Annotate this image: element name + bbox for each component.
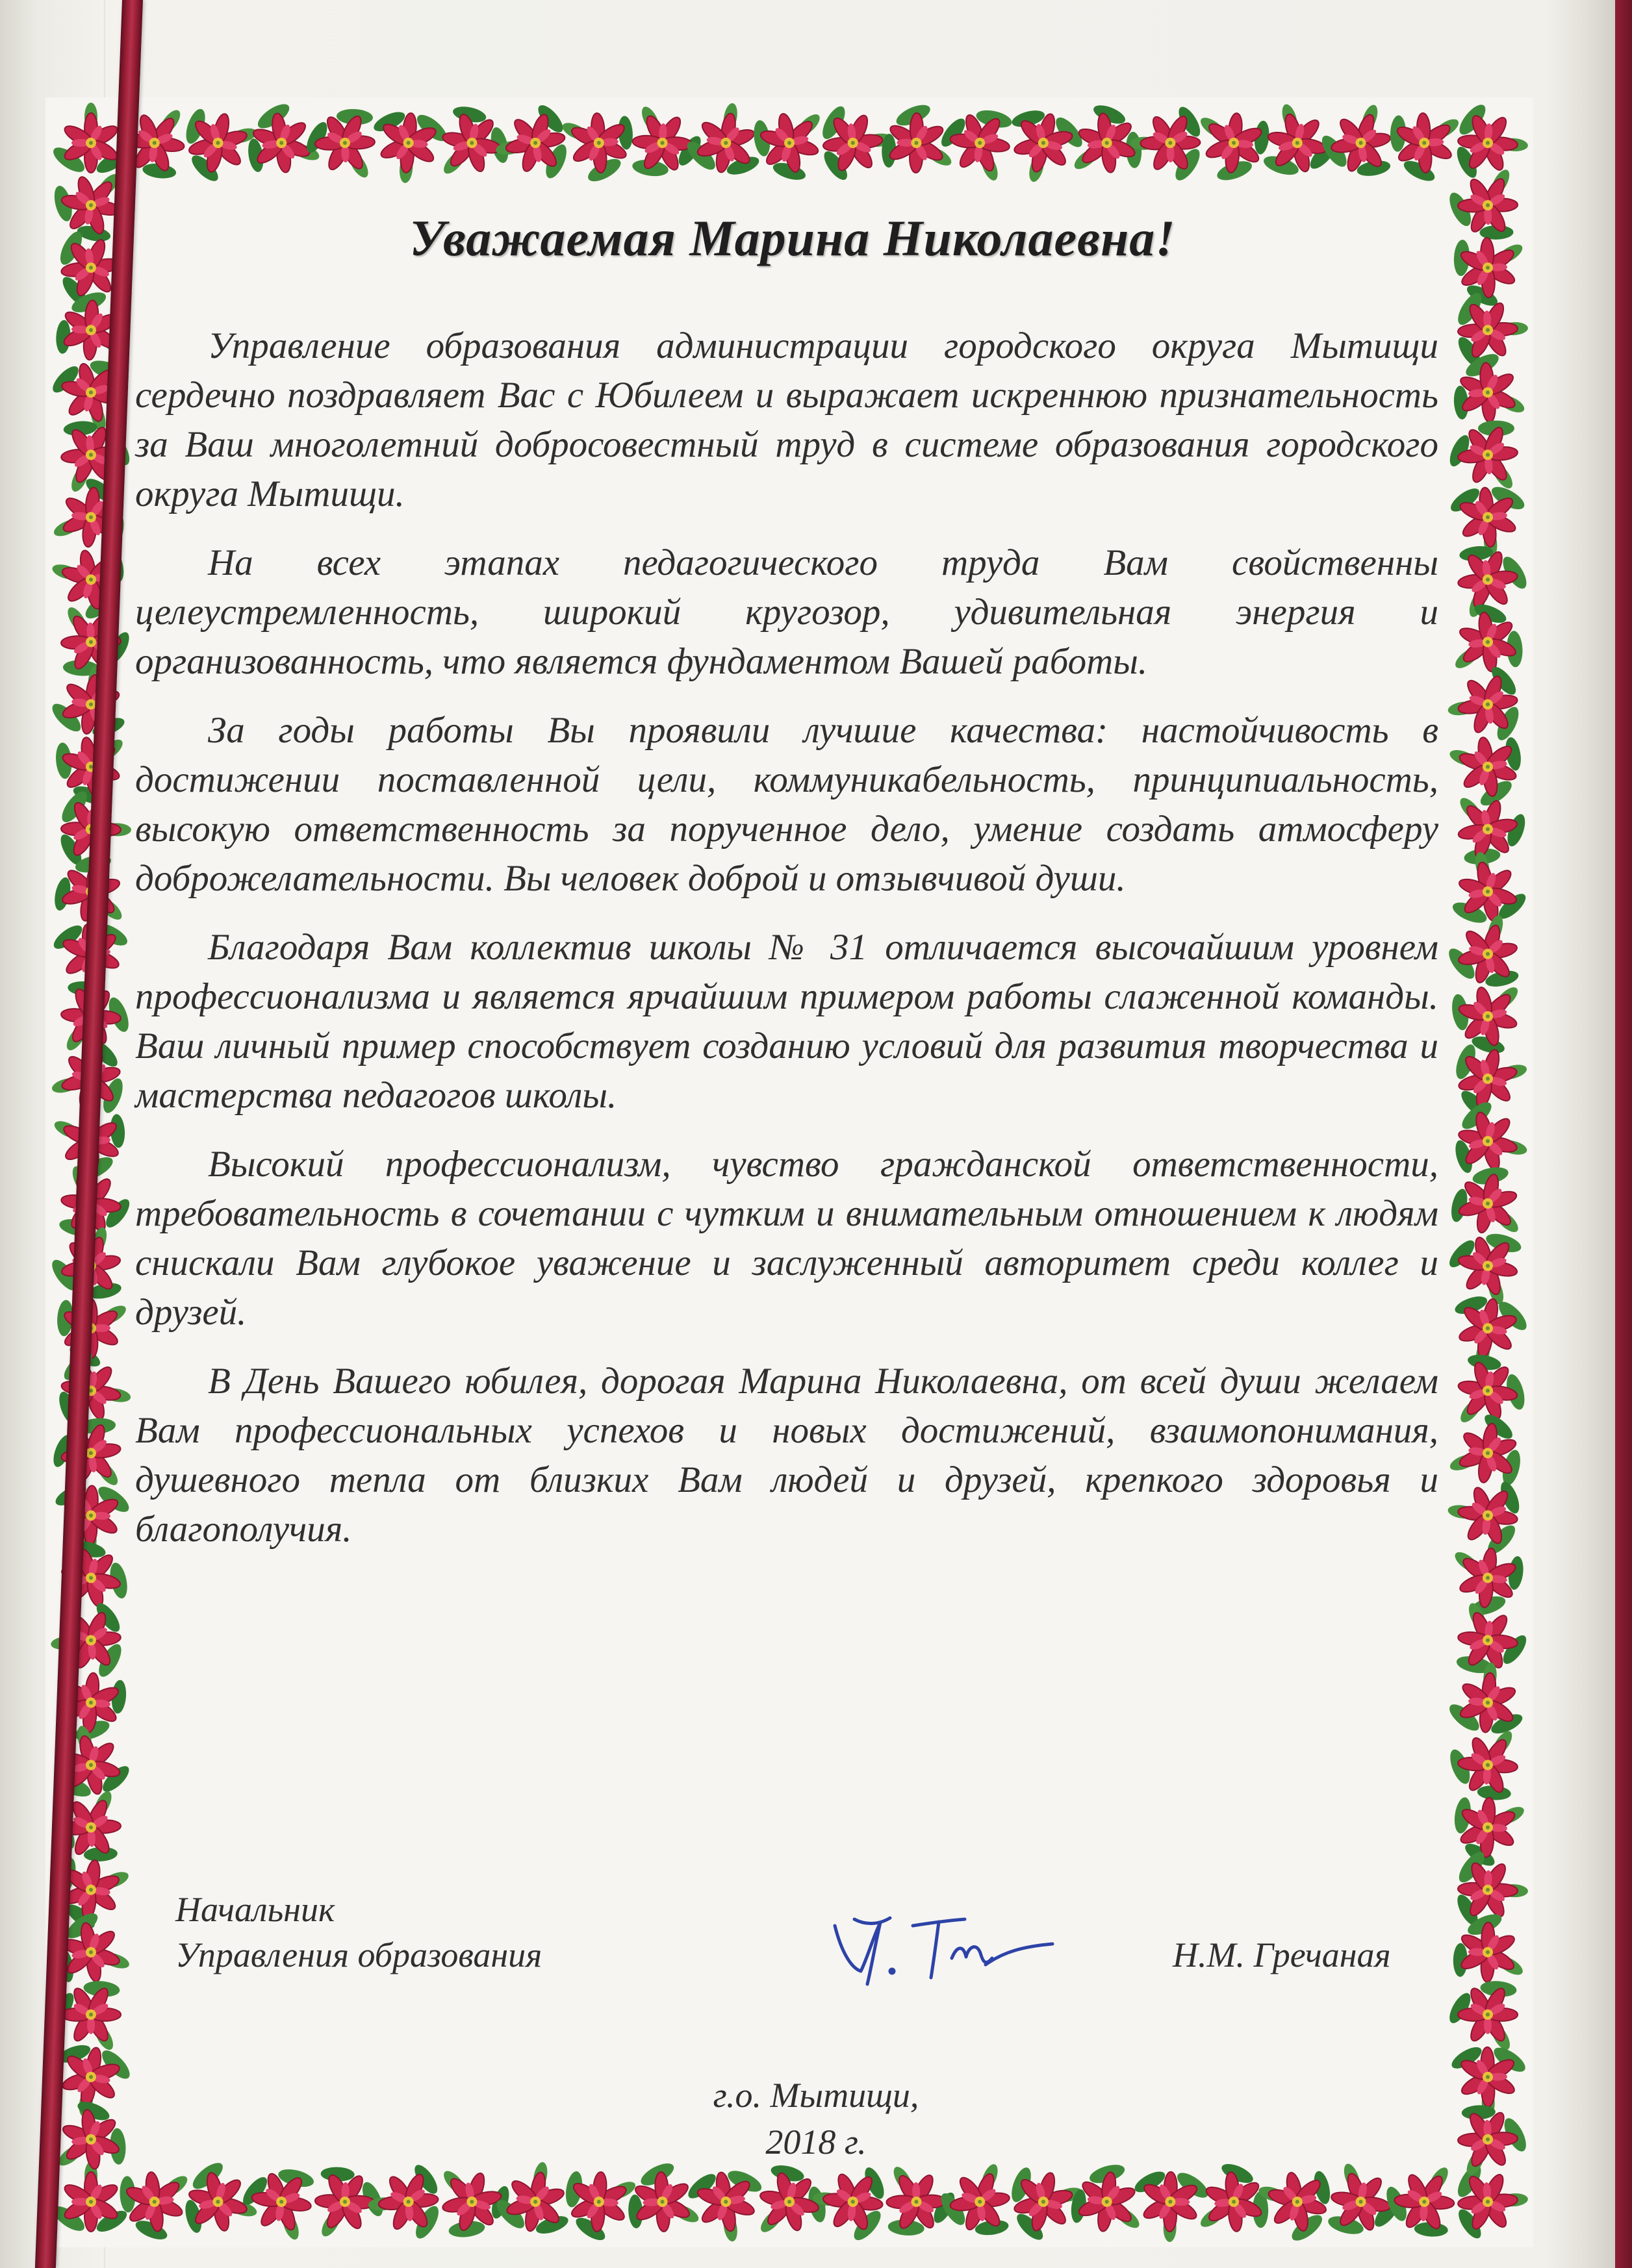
body-paragraph: Благодаря Вам коллектив школы № 31 отличается высочайшим уровнем профессионализма и является ярчайшим примером работы слаженной команды. Ваш личный пример способствует созданию условий для развития творчества и мастерства педагогов школы. bbox=[135, 927, 1438, 1116]
signer-name: Н.М. Гречаная bbox=[1173, 1935, 1391, 1974]
signature-block bbox=[0, 1887, 1632, 2017]
year-line: 2018 г. bbox=[765, 2123, 867, 2161]
signer-position bbox=[175, 1887, 542, 1978]
city-line: г.о. Мытищи, bbox=[713, 2076, 919, 2115]
body-paragraph: На всех этапах педагогического труда Вам свойственны целеустремленность, широкий кругозор, удивительная энергия и организованность, что является фундаментом Вашей работы. bbox=[135, 542, 1438, 682]
body-paragraph: Управление образования администрации городского округа Мытищи сердечно поздравляет Вас с Юбилеем и выражает искреннюю признательность за Ваш многолетний добросовестный труд в системе образования городского округа Мытищи. bbox=[135, 325, 1438, 514]
signer-position-line: Начальник bbox=[175, 1890, 335, 1929]
body-paragraph: Высокий профессионализм, чувство гражданской ответственности, требовательность в сочетании с чутким и внимательным отношением к людям снискали Вам глубокое уважение и заслуженный авторитет среди коллег и друзей. bbox=[135, 1144, 1438, 1333]
body-paragraph: В День Вашего юбилея, дорогая Марина Николаевна, от всей души желаем Вам профессиональных успехов и новых достижений, взаимопонимания, душевного тепла от близких Вам людей и друзей, крепкого здоровья и благополучия. bbox=[135, 1361, 1438, 1550]
certificate-body bbox=[135, 321, 1438, 1574]
body-paragraph: За годы работы Вы проявили лучшие качества: настойчивость в достижении поставленной цели, коммуникабельность, принципиальность, высокую ответственность за порученное дело, умение создать атмосферу доброжелательности. Вы человек доброй и отзывчивой души. bbox=[135, 710, 1438, 899]
handwritten-signature bbox=[815, 1906, 1062, 1991]
certificate-title: Уважаемая Марина Николаевна! bbox=[409, 210, 1176, 266]
signer-position-line: Управления образования bbox=[175, 1935, 542, 1974]
place-and-date bbox=[0, 2072, 1632, 2165]
